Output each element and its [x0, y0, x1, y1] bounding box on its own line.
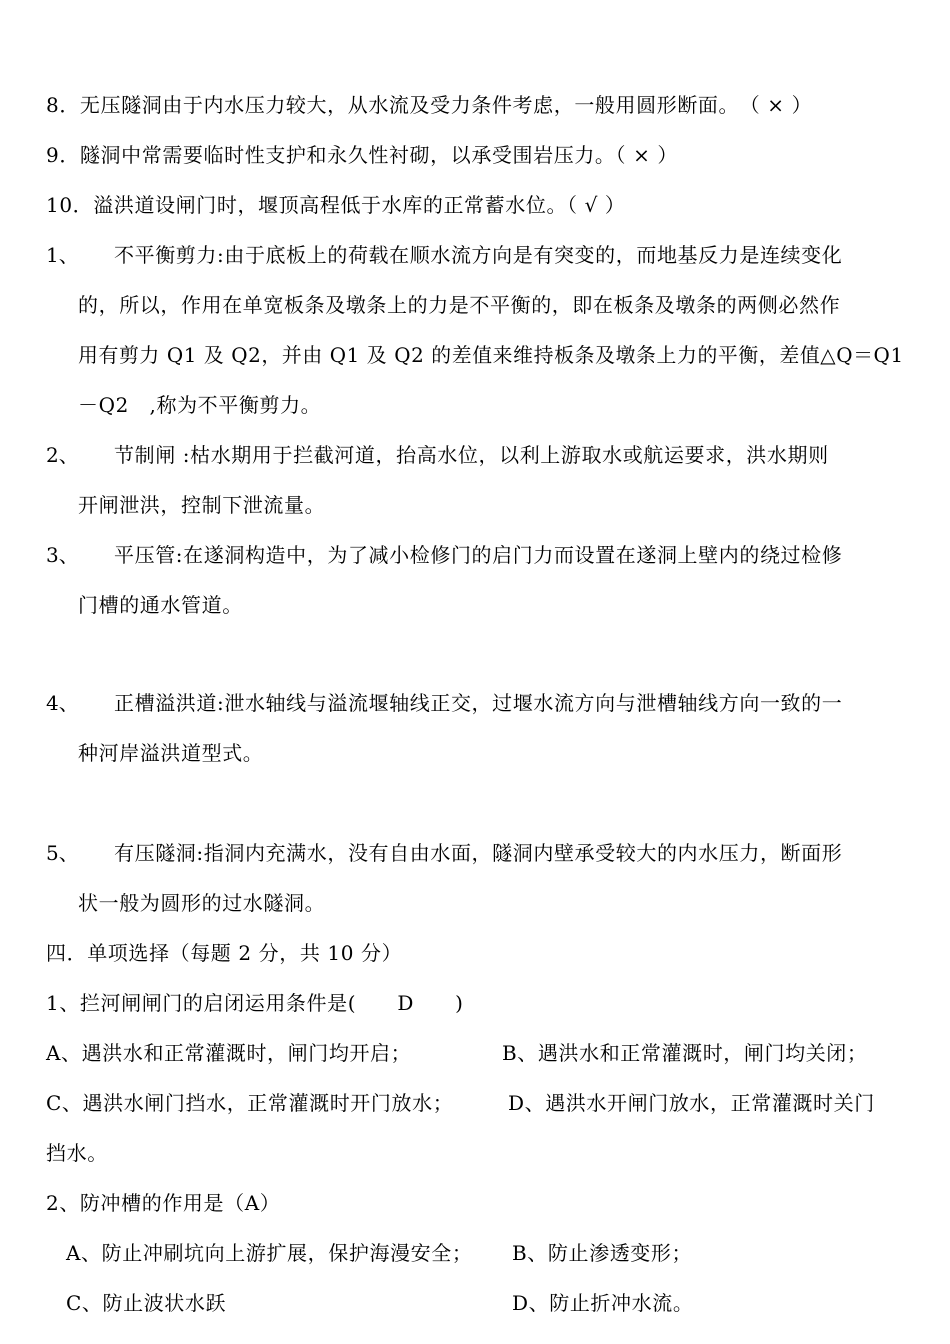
question-1-option-d-continued: 挡水。 [46, 1141, 108, 1165]
question-1: 1、拦河闸闸门的启闭运用条件是( D ) [46, 991, 464, 1015]
definition-1-number: 1、 [46, 243, 79, 267]
definition-4-line-2: 种河岸溢洪道型式。 [78, 741, 264, 765]
question-1-option-c: C、遇洪水闸门挡水，正常灌溉时开门放水； [46, 1091, 454, 1115]
section-heading: 四．单项选择（每题 2 分，共 10 分） [46, 941, 403, 965]
question-1-option-a: A、遇洪水和正常灌溉时，闸门均开启； [46, 1041, 412, 1065]
judgment-item-8: 8．无压隧洞由于内水压力较大，从水流及受力条件考虑，一般用圆形断面。 （ × ） [46, 93, 813, 117]
question-1-option-d: D、遇洪水开闸门放水，正常灌溉时关门 [508, 1091, 875, 1115]
definition-3-line-2: 门槽的通水管道。 [78, 593, 243, 617]
definition-3-number: 3、 [46, 543, 79, 567]
question-2-option-c: C、防止波状水跃 [66, 1291, 227, 1315]
definition-1-line-1: 不平衡剪力:由于底板上的荷载在顺水流方向是有突变的，而地基反力是连续变化 [114, 243, 843, 267]
definition-1-line-2: 的，所以，作用在单宽板条及墩条上的力是不平衡的，即在板条及墩条的两侧必然作 [78, 293, 841, 317]
definition-4-line-1: 正槽溢洪道:泄水轴线与溢流堰轴线正交，过堰水流方向与泄槽轴线方向一致的一 [114, 691, 843, 715]
definition-2-line-1: 节制闸 :枯水期用于拦截河道，抬高水位，以利上游取水或航运要求，洪水期则 [114, 443, 829, 467]
definition-2-number: 2、 [46, 443, 79, 467]
question-2-option-a: A、防止冲刷坑向上游扩展，保护海漫安全； [66, 1241, 473, 1265]
definition-5-line-2: 状一般为圆形的过水隧洞。 [78, 891, 326, 915]
judgment-item-10: 10．溢洪道设闸门时，堰顶高程低于水库的正常蓄水位。（ √ ） [46, 193, 626, 217]
judgment-item-9: 9．隧洞中常需要临时性支护和永久性衬砌，以承受围岩压力。（ × ） [46, 143, 678, 167]
definition-4-number: 4、 [46, 691, 79, 715]
question-2-option-b: B、防止渗透变形； [512, 1241, 693, 1265]
definition-3-line-1: 平压管:在遂洞构造中，为了减小检修门的启门力而设置在遂洞上壁内的绕过检修 [114, 543, 843, 567]
question-1-option-b: B、遇洪水和正常灌溉时，闸门均关闭； [502, 1041, 868, 1065]
definition-2-line-2: 开闸泄洪，控制下泄流量。 [78, 493, 326, 517]
definition-5-number: 5、 [46, 841, 79, 865]
question-2: 2、防冲槽的作用是（A） [46, 1191, 281, 1215]
definition-5-line-1: 有压隧洞:指洞内充满水，没有自由水面，隧洞内壁承受较大的内水压力，断面形 [114, 841, 843, 865]
question-2-option-d: D、防止折冲水流。 [512, 1291, 694, 1315]
definition-1-line-4: －Q2 ,称为不平衡剪力。 [78, 393, 322, 417]
definition-1-line-3: 用有剪力 Q1 及 Q2，并由 Q1 及 Q2 的差值来维持板条及墩条上力的平衡，差值△Q＝Q1 [78, 343, 904, 367]
